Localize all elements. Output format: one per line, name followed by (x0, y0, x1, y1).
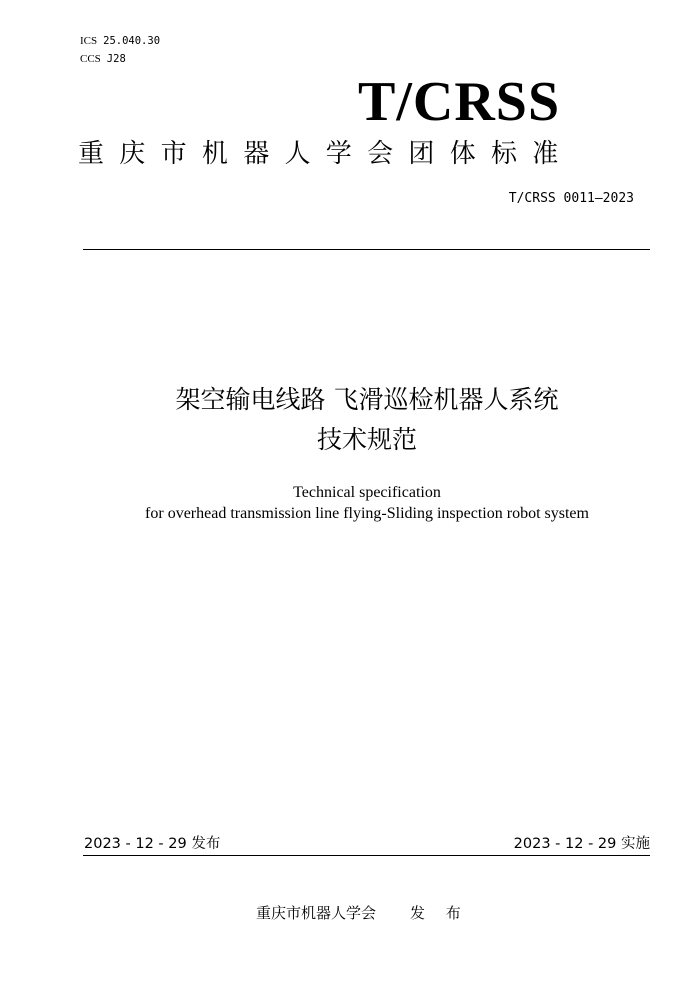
org-standard-title: 重庆市机器人学会团体标准 (78, 139, 574, 169)
document-title-cn-line2: 技术规范 (316, 425, 417, 454)
document-title-cn-line1: 架空输电线路 飞滑巡检机器人系统 (175, 385, 559, 414)
document-title-en-line2: for overhead transmission line flying-Sliding inspection robot system (145, 505, 589, 522)
header-divider (83, 249, 650, 250)
footer-divider (83, 855, 650, 856)
document-title-en-line1: Technical specification (293, 484, 441, 501)
ccs-label: CCS (80, 53, 101, 65)
standard-number: T/CRSS 0011—2023 (508, 191, 634, 206)
org-logo: T/CRSS (358, 71, 561, 133)
ccs-code (80, 53, 126, 65)
ics-value: 25.040.30 (103, 35, 161, 47)
publisher-name: 重庆市机器人学会 (256, 904, 377, 922)
publisher-line (256, 902, 469, 924)
publish-date: 2023 - 12 - 29 发布 (84, 836, 221, 852)
ccs-value: J28 (106, 53, 126, 65)
publisher-action: 发 布 (410, 904, 469, 922)
ics-code (80, 35, 160, 47)
effective-date: 2023 - 12 - 29 实施 (513, 836, 650, 852)
ics-label: ICS (80, 35, 98, 47)
